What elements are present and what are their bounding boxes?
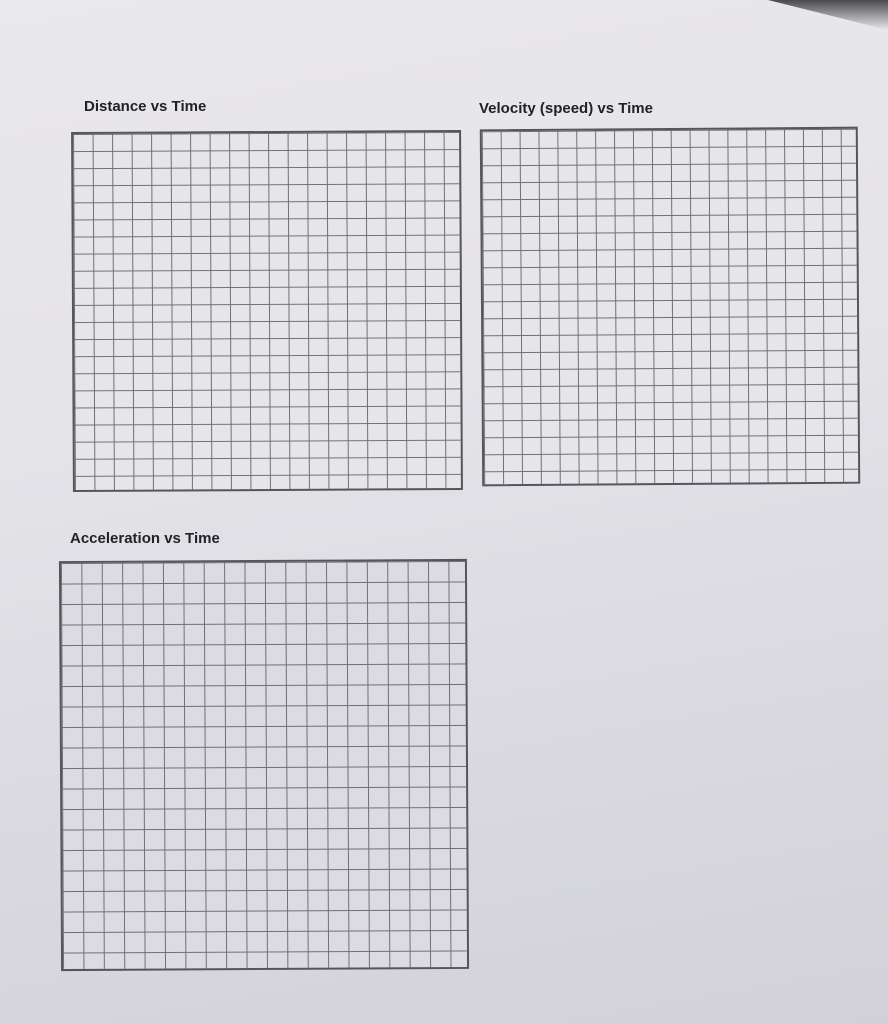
distance-time-title: Distance vs Time bbox=[84, 98, 207, 115]
velocity-time-grid bbox=[480, 127, 860, 487]
acceleration-time-title: Acceleration vs Time bbox=[70, 530, 220, 547]
distance-time-grid bbox=[71, 130, 463, 492]
page-corner-shadow bbox=[688, 0, 888, 30]
acceleration-time-grid bbox=[59, 559, 469, 971]
velocity-time-title: Velocity (speed) vs Time bbox=[479, 100, 653, 117]
